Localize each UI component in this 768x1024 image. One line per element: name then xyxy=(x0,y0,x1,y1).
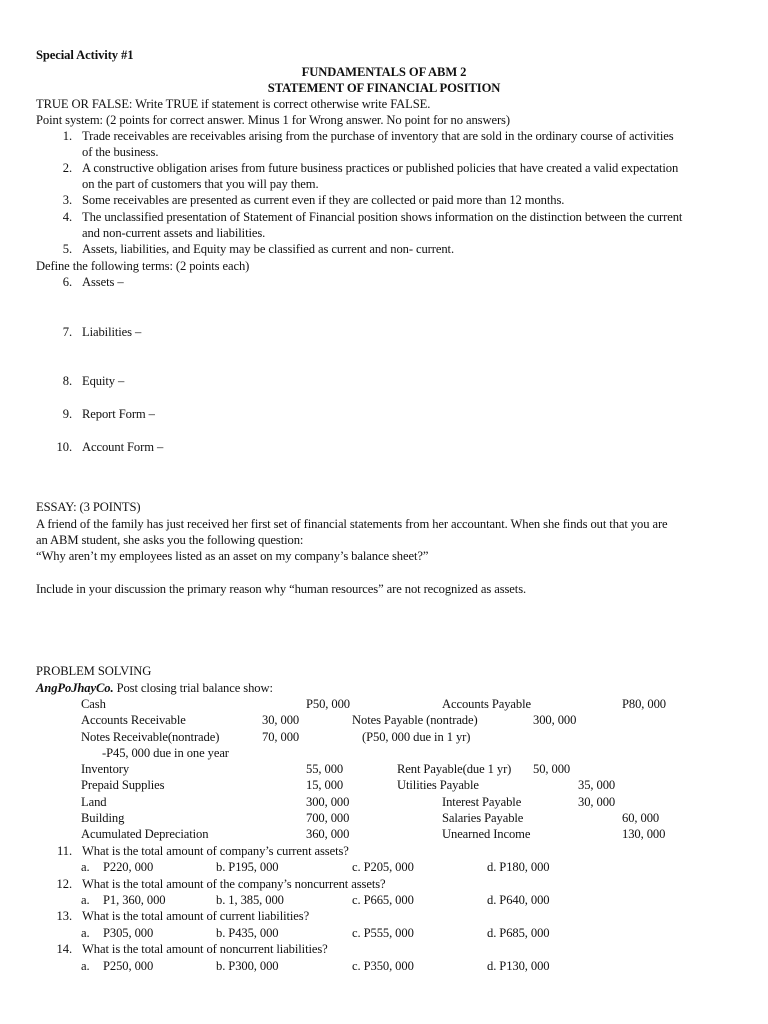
define-item-7 xyxy=(36,324,141,340)
q12-option-c: c. P665, 000 xyxy=(352,893,414,907)
q13-option-b: b. P435, 000 xyxy=(216,926,279,940)
tb-row-5-liability-amount: 50, 000 xyxy=(533,762,571,776)
tf-item-5 xyxy=(36,241,454,257)
tf-item-2-cont: on the part of customers that you will pay them. xyxy=(82,177,319,191)
define-item-8 xyxy=(36,373,124,389)
tb-row-7-amount: 300, 000 xyxy=(306,795,350,809)
tf-points: Point system: (2 points for correct answer. Minus 1 for Wrong answer. No point for no answers) xyxy=(36,113,510,127)
item-text: Equity – xyxy=(82,374,125,388)
q13-option-c: c. P555, 000 xyxy=(352,926,414,940)
tf-item-1-cont: of the business. xyxy=(82,145,159,159)
problem-intro xyxy=(36,680,273,696)
q11-option-a: P220, 000 xyxy=(103,860,154,874)
item-number: 12. xyxy=(56,877,72,891)
item-number: 3. xyxy=(62,193,72,207)
tb-row-6-account: Prepaid Supplies xyxy=(81,778,165,792)
essay-instruction: Include in your discussion the primary reason why “human resources” are not recognized as assets. xyxy=(36,582,527,596)
item-number: 8. xyxy=(62,374,72,388)
q12-option-a-letter: a. xyxy=(81,893,90,907)
essay-heading: ESSAY: (3 POINTS) xyxy=(36,500,141,514)
item-number: 14. xyxy=(56,942,72,956)
question-text: What is the total amount of current liabilities? xyxy=(82,909,310,923)
question-text: What is the total amount of company’s current assets? xyxy=(82,844,349,858)
item-number: 9. xyxy=(62,407,72,421)
tb-row-7-liability: Interest Payable xyxy=(442,795,522,809)
tb-row-1-account: Cash xyxy=(81,697,106,711)
item-text: Some receivables are presented as current even if they are collected or paid more than 12 months. xyxy=(82,193,565,207)
problem-heading: PROBLEM SOLVING xyxy=(36,664,152,678)
q13-option-d: d. P685, 000 xyxy=(487,926,550,940)
tf-item-4-cont: and non-current assets and liabilities. xyxy=(82,226,266,240)
tb-row-8-account: Building xyxy=(81,811,125,825)
question-14 xyxy=(36,941,328,957)
item-text: Report Form – xyxy=(82,407,155,421)
essay-paragraph-line-2: an ABM student, she asks you the following question: xyxy=(36,533,304,547)
activity-label: Special Activity #1 xyxy=(36,48,134,62)
tb-row-9-amount: 360, 000 xyxy=(306,827,350,841)
define-instruction: Define the following terms: (2 points each) xyxy=(36,259,250,273)
item-text: The unclassified presentation of Statement of Financial position shows information on the distinction between the current xyxy=(82,210,683,224)
company-name: AngPoJhayCo. xyxy=(36,681,114,695)
item-number: 2. xyxy=(62,161,72,175)
item-text: Trade receivables are receivables arising from the purchase of inventory that are sold in the ordinary course of activities xyxy=(82,129,674,143)
q13-option-a-letter: a. xyxy=(81,926,90,940)
item-text: A constructive obligation arises from future business practices or published policies that have created a valid expectation xyxy=(82,161,679,175)
item-number: 7. xyxy=(62,325,72,339)
tf-item-2 xyxy=(36,160,678,176)
tb-row-8-liability: Salaries Payable xyxy=(442,811,524,825)
q11-option-b: b. P195, 000 xyxy=(216,860,279,874)
tb-row-9-liability: Unearned Income xyxy=(442,827,531,841)
q12-option-d: d. P640, 000 xyxy=(487,893,550,907)
essay-paragraph-line-1: A friend of the family has just received her first set of financial statements from her accountant. When she finds out that you are xyxy=(36,517,668,531)
tf-item-1 xyxy=(36,128,674,144)
define-item-6 xyxy=(36,274,124,290)
q11-option-d: d. P180, 000 xyxy=(487,860,550,874)
q12-option-a: P1, 360, 000 xyxy=(103,893,166,907)
q14-option-b: b. P300, 000 xyxy=(216,959,279,973)
item-text: Account Form – xyxy=(82,440,164,454)
q14-option-a-letter: a. xyxy=(81,959,90,973)
q13-option-a: P305, 000 xyxy=(103,926,154,940)
tb-row-8-amount: 700, 000 xyxy=(306,811,350,825)
intro-text: Post closing trial balance show: xyxy=(113,681,273,695)
tb-row-5-liability: Rent Payable(due 1 yr) xyxy=(397,762,512,776)
tb-row-3-amount: 70, 000 xyxy=(262,730,300,744)
document-subtitle: STATEMENT OF FINANCIAL POSITION xyxy=(267,81,501,95)
q11-option-c: c. P205, 000 xyxy=(352,860,414,874)
tb-row-1-amount: P50, 000 xyxy=(306,697,350,711)
item-text: Assets, liabilities, and Equity may be classified as current and non- current. xyxy=(82,242,455,256)
question-text: What is the total amount of the company’s noncurrent assets? xyxy=(82,877,386,891)
question-13 xyxy=(36,908,309,924)
tb-row-9-account: Acumulated Depreciation xyxy=(81,827,209,841)
document-title: FUNDAMENTALS OF ABM 2 xyxy=(301,65,467,79)
q14-option-d: d. P130, 000 xyxy=(487,959,550,973)
q14-option-a: P250, 000 xyxy=(103,959,154,973)
q11-option-a-letter: a. xyxy=(81,860,90,874)
item-number: 11. xyxy=(57,844,72,858)
item-number: 5. xyxy=(62,242,72,256)
tb-row-2-liability-amount: 300, 000 xyxy=(533,713,577,727)
question-text: What is the total amount of noncurrent liabilities? xyxy=(82,942,328,956)
tb-row-2-account: Accounts Receivable xyxy=(81,713,186,727)
tb-row-2-amount: 30, 000 xyxy=(262,713,300,727)
item-number: 13. xyxy=(56,909,72,923)
q12-option-b: b. 1, 385, 000 xyxy=(216,893,284,907)
tb-row-5-account: Inventory xyxy=(81,762,130,776)
tb-row-7-account: Land xyxy=(81,795,107,809)
tb-row-6-liability: Utilities Payable xyxy=(397,778,479,792)
define-item-9 xyxy=(36,406,155,422)
define-item-10 xyxy=(36,439,163,455)
tb-row-4-note: -P45, 000 due in one year xyxy=(102,746,229,760)
tf-item-3 xyxy=(36,192,564,208)
tb-row-3-account: Notes Receivable(nontrade) xyxy=(81,730,220,744)
essay-quote: “Why aren’t my employees listed as an asset on my company’s balance sheet?” xyxy=(36,549,429,563)
item-number: 6. xyxy=(62,275,72,289)
tf-item-4 xyxy=(36,209,682,225)
tb-row-1-liability: Accounts Payable xyxy=(442,697,531,711)
tb-row-1-liability-amount: P80, 000 xyxy=(622,697,666,711)
item-text: Assets – xyxy=(82,275,124,289)
tb-row-5-amount: 55, 000 xyxy=(306,762,344,776)
item-number: 1. xyxy=(62,129,72,143)
tf-instruction: TRUE OR FALSE: Write TRUE if statement is correct otherwise write FALSE. xyxy=(36,97,431,111)
tb-row-2-liability: Notes Payable (nontrade) xyxy=(352,713,478,727)
tb-row-9-liability-amount: 130, 000 xyxy=(622,827,666,841)
item-number: 10. xyxy=(56,440,72,454)
question-11 xyxy=(36,843,349,859)
tb-row-6-amount: 15, 000 xyxy=(306,778,344,792)
q14-option-c: c. P350, 000 xyxy=(352,959,414,973)
item-number: 4. xyxy=(62,210,72,224)
tb-row-7-liability-amount: 30, 000 xyxy=(578,795,616,809)
tb-row-3-note: (P50, 000 due in 1 yr) xyxy=(362,730,471,744)
item-text: Liabilities – xyxy=(82,325,142,339)
tb-row-8-liability-amount: 60, 000 xyxy=(622,811,660,825)
question-12 xyxy=(36,876,386,892)
tb-row-6-liability-amount: 35, 000 xyxy=(578,778,616,792)
